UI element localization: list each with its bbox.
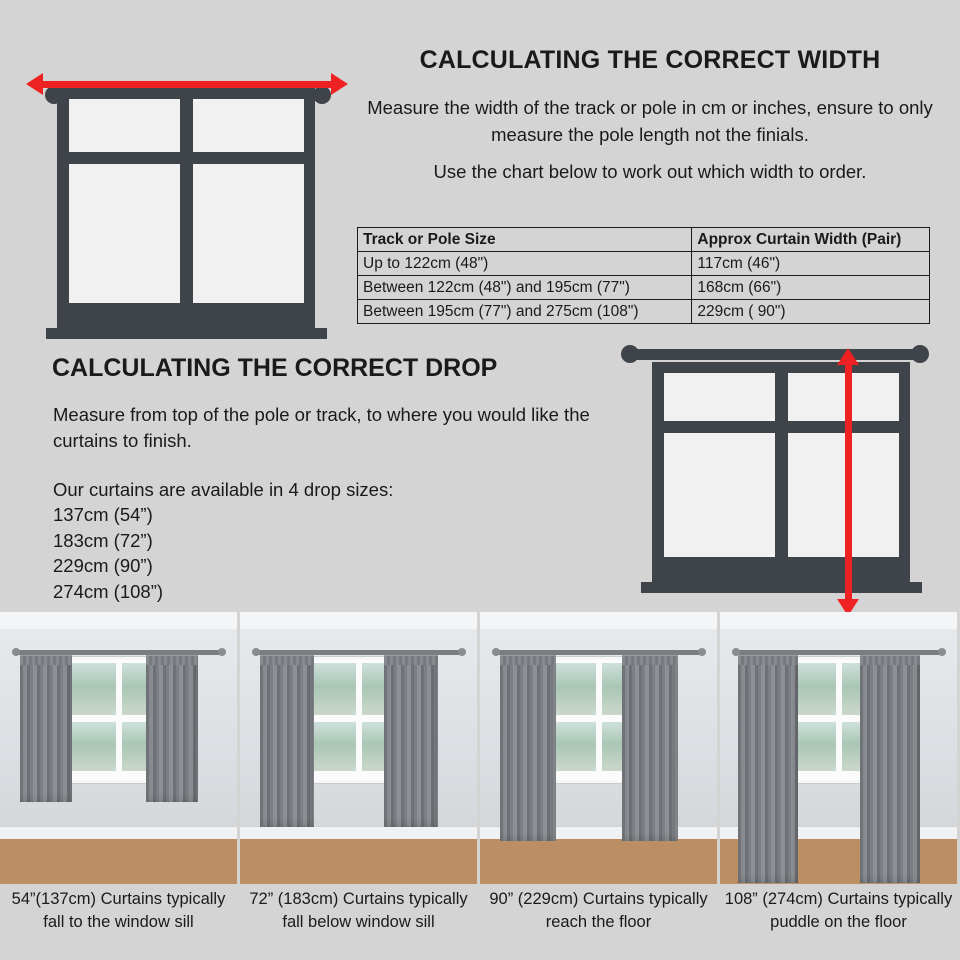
curtain-pole [628, 349, 918, 360]
skirting-board [0, 826, 237, 840]
window-sill [641, 582, 922, 593]
drop-size-item: 274cm (108”) [53, 580, 164, 602]
example-photo-54 [0, 612, 237, 884]
width-section-paragraph-2: Use the chart below to work out which width to order. [433, 161, 867, 182]
example-caption-54: 54”(137cm) Curtains typically fall to the window sill [11, 890, 226, 931]
curtain-right [622, 655, 678, 841]
table-header-curtain-width: Approx Curtain Width (Pair) [692, 228, 930, 252]
wooden-floor [240, 839, 477, 884]
drop-arrow-line [845, 362, 852, 602]
table-row [358, 300, 930, 324]
table-cell-curtain-width: 168cm (66") [692, 276, 930, 300]
window-mullion-vertical [356, 660, 362, 775]
window-mullion-vertical [836, 660, 842, 775]
example-photo-strip [0, 612, 960, 960]
table-cell-curtain-width: 229cm ( 90") [692, 300, 930, 324]
table-header-track-size: Track or Pole Size [358, 228, 692, 252]
curtain-heading-tape-right [622, 655, 678, 665]
curtain-left [500, 655, 556, 841]
width-section-paragraph-1: Measure the width of the track or pole in cm or inches, ensure to only measure the pole length not the finials. [367, 97, 933, 145]
curtain-right [146, 655, 198, 802]
example-caption-90: 90” (229cm) Curtains typically reach the floor [489, 890, 708, 931]
table-row [358, 252, 930, 276]
window-pane-bottom-right [788, 433, 899, 557]
table-cell-track-size: Between 195cm (77") and 275cm (108") [358, 300, 692, 324]
example-photo-108 [720, 612, 957, 884]
curtain-rod-finial-right-icon [458, 648, 466, 656]
curtain-heading-tape-left [260, 655, 314, 665]
table-row [358, 276, 930, 300]
window-pane-bottom-left [69, 164, 180, 303]
ceiling [480, 612, 717, 629]
window-pane-top-left [664, 373, 775, 421]
width-arrow-head-left-icon [26, 73, 43, 95]
example-caption-72: 72” (183cm) Curtains typically fall below window sill [249, 890, 468, 931]
curtain-heading-tape-right [860, 655, 920, 665]
table-cell-track-size: Up to 122cm (48") [358, 252, 692, 276]
width-arrow-line [40, 81, 334, 88]
curtain-rod-finial-right-icon [698, 648, 706, 656]
wooden-floor [0, 839, 237, 884]
drop-section-paragraph-1: Measure from top of the pole or track, to where you would like the curtains to finish. [53, 404, 590, 451]
example-cell-54 [0, 612, 237, 960]
width-section-heading: CALCULATING THE CORRECT WIDTH [419, 46, 881, 74]
example-photo-72 [240, 612, 477, 884]
width-window-diagram [18, 42, 348, 332]
curtain-left [738, 655, 798, 883]
window-pane-bottom-left [664, 433, 775, 557]
drop-sizes-list [53, 502, 163, 604]
window-pane-top-right [193, 99, 304, 152]
table-cell-curtain-width: 117cm (46") [692, 252, 930, 276]
curtain-right [384, 655, 438, 827]
skirting-board [240, 826, 477, 840]
drop-section-paragraph-2: Our curtains are available in 4 drop sizes: [53, 479, 394, 500]
table-header-row [358, 228, 930, 252]
drop-size-item: 183cm (72”) [53, 529, 153, 551]
curtain-heading-tape-left [20, 655, 72, 665]
example-photo-90 [480, 612, 717, 884]
example-cell-90 [480, 612, 717, 960]
window-mullion-vertical [116, 660, 122, 775]
drop-section-heading: CALCULATING THE CORRECT DROP [52, 354, 498, 382]
ceiling [720, 612, 957, 629]
example-cell-108 [720, 612, 957, 960]
window-pane-bottom-right [193, 164, 304, 303]
window-pane-top-left [69, 99, 180, 152]
curtain-rod-finial-right-icon [938, 648, 946, 656]
example-cell-72 [240, 612, 477, 960]
ceiling [240, 612, 477, 629]
ceiling [0, 612, 237, 629]
curtain-heading-tape-left [500, 655, 556, 665]
curtain-rod-finial-left-icon [492, 648, 500, 656]
drop-window-diagram [615, 340, 955, 610]
curtain-heading-tape-right [146, 655, 198, 665]
width-arrow-head-right-icon [331, 73, 348, 95]
curtain-right [860, 655, 920, 883]
curtain-rod-finial-left-icon [12, 648, 20, 656]
table-cell-track-size: Between 122cm (48") and 195cm (77") [358, 276, 692, 300]
wooden-floor [480, 839, 717, 884]
curtain-rod-finial-right-icon [218, 648, 226, 656]
window-pane-top-right [788, 373, 899, 421]
window-sill [46, 328, 327, 339]
curtain-rod-finial-left-icon [252, 648, 260, 656]
curtain-left [260, 655, 314, 827]
example-caption-108: 108” (274cm) Curtains typically puddle on the floor [724, 890, 953, 931]
window-mullion-vertical [596, 660, 602, 775]
curtain-heading-tape-left [738, 655, 798, 665]
size-chart-table [357, 227, 930, 324]
drop-size-item: 137cm (54”) [53, 504, 153, 525]
drop-size-item: 229cm (90”) [53, 555, 153, 576]
curtain-heading-tape-right [384, 655, 438, 665]
drop-arrow-head-up-icon [837, 348, 859, 365]
curtain-left [20, 655, 72, 802]
